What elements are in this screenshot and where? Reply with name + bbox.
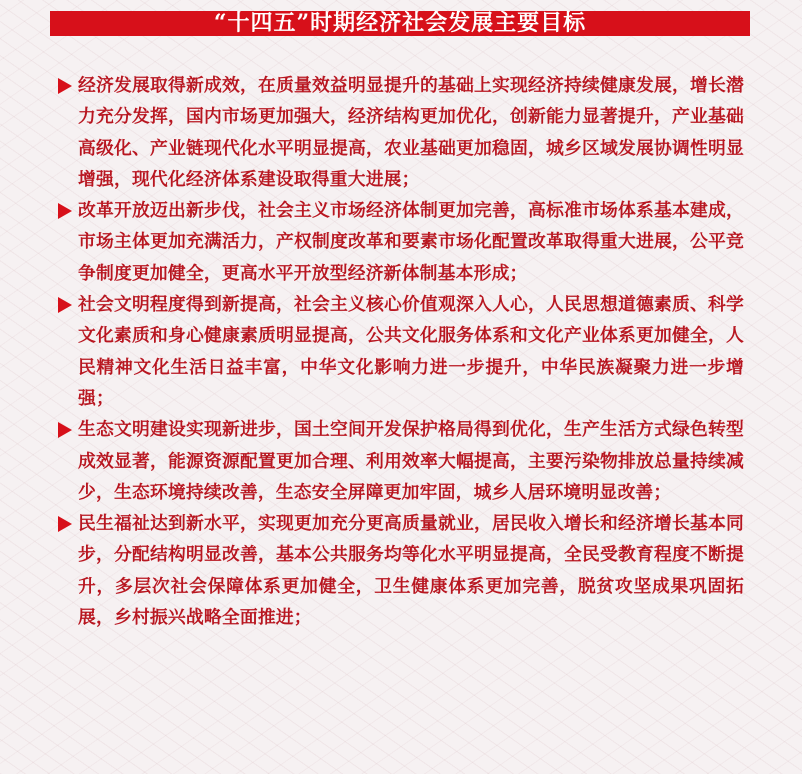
goal-social-civility bbox=[58, 289, 744, 414]
goals-list bbox=[58, 70, 744, 633]
goal-economic-development bbox=[58, 70, 744, 195]
triangle-right-icon bbox=[58, 297, 72, 313]
goal-text: 生态文明建设实现新进步，国土空间开发保护格局得到优化，生产生活方式绿色转型成效显著，能源资源配置更加合理、利用效率大幅提高，主要污染物排放总量持续减少，生态环境持续改善，生态安全屏障更加牢固，城乡人居环境明显改善； bbox=[78, 419, 744, 503]
goal-text: 民生福祉达到新水平，实现更加充分更高质量就业，居民收入增长和经济增长基本同步，分配结构明显改善，基本公共服务均等化水平明显提高，全民受教育程度不断提升，多层次社会保障体系更加健全，卫生健康体系更加完善，脱贫攻坚成果巩固拓展，乡村振兴战略全面推进； bbox=[78, 513, 744, 629]
goal-text: 社会文明程度得到新提高，社会主义核心价值观深入人心，人民思想道德素质、科学文化素质和身心健康素质明显提高，公共文化服务体系和文化产业体系更加健全，人民精神文化生活日益丰富，中华文化影响力进一步提升，中华民族凝聚力进一步增强； bbox=[78, 294, 744, 409]
page-title: “十四五”时期经济社会发展主要目标 bbox=[50, 11, 750, 36]
goal-people-wellbeing bbox=[58, 508, 744, 633]
goal-reform-opening bbox=[58, 195, 744, 289]
goal-text: 改革开放迈出新步伐，社会主义市场经济体制更加完善，高标准市场体系基本建成，市场主体更加充满活力，产权制度改革和要素市场化配置改革取得重大进展，公平竞争制度更加健全，更高水平开放型经济新体制基本形成； bbox=[78, 200, 744, 284]
triangle-right-icon bbox=[58, 78, 72, 94]
goal-text: 经济发展取得新成效，在质量效益明显提升的基础上实现经济持续健康发展，增长潜力充分发挥，国内市场更加强大，经济结构更加优化，创新能力显著提升，产业基础高级化、产业链现代化水平明显提高，农业基础更加稳固，城乡区域发展协调性明显增强，现代化经济体系建设取得重大进展； bbox=[78, 75, 744, 190]
triangle-right-icon bbox=[58, 422, 72, 438]
goal-ecological-civilization bbox=[58, 414, 744, 508]
triangle-right-icon bbox=[58, 516, 72, 532]
triangle-right-icon bbox=[58, 203, 72, 219]
